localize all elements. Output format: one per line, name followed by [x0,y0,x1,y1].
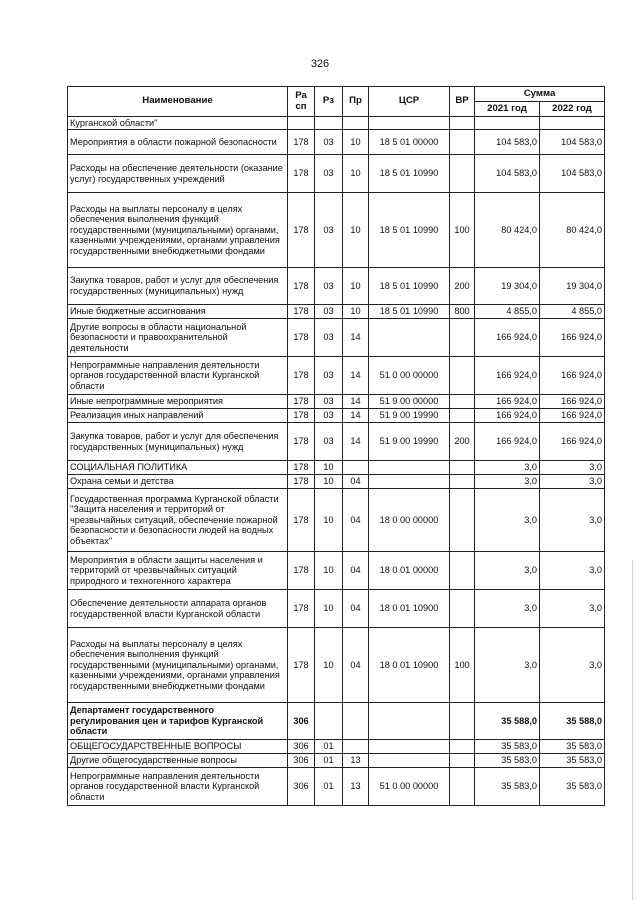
cell-rasp: 178 [288,193,315,268]
cell-pr: 13 [343,768,369,806]
cell-csr [369,740,450,754]
cell-name: Расходы на обеспечение деятельности (оказание услуг) государственных учреждений [68,155,288,193]
table-row [68,590,605,628]
cell-pr: 10 [343,155,369,193]
cell-2022: 35 583,0 [540,740,605,754]
cell-pr: 04 [343,628,369,703]
table-row [68,768,605,806]
cell-rz: 03 [315,268,343,305]
cell-vr [450,754,475,768]
cell-rasp: 178 [288,395,315,409]
cell-2022: 19 304,0 [540,268,605,305]
cell-2021 [475,117,540,130]
cell-2021: 35 583,0 [475,754,540,768]
cell-rz: 03 [315,395,343,409]
table-row [68,268,605,305]
cell-csr: 18 0 01 10900 [369,590,450,628]
table-row [68,193,605,268]
cell-2021: 104 583,0 [475,130,540,155]
table-row [68,552,605,590]
cell-csr: 18 5 01 10990 [369,155,450,193]
cell-vr [450,489,475,552]
table-row [68,395,605,409]
cell-pr: 14 [343,423,369,461]
cell-vr [450,475,475,489]
cell-rz: 03 [315,319,343,357]
cell-pr: 14 [343,357,369,395]
cell-rz: 03 [315,305,343,319]
cell-csr: 18 5 01 10990 [369,305,450,319]
cell-csr: 18 5 01 00000 [369,130,450,155]
cell-2022: 166 924,0 [540,357,605,395]
col-header-2021: 2021 год [475,102,540,117]
cell-pr: 04 [343,475,369,489]
table-row [68,628,605,703]
cell-2022: 35 583,0 [540,768,605,806]
cell-rasp: 178 [288,552,315,590]
cell-rz: 03 [315,155,343,193]
cell-vr [450,357,475,395]
cell-name: Департамент государственного регулирования цен и тарифов Курганской области [68,703,288,740]
table-row [68,703,605,740]
cell-name: Закупка товаров, работ и услуг для обеспечения государственных (муниципальных) нужд [68,423,288,461]
cell-rasp: 178 [288,628,315,703]
cell-rz: 10 [315,475,343,489]
cell-csr: 18 0 01 00000 [369,552,450,590]
cell-rz: 01 [315,740,343,754]
cell-pr: 14 [343,395,369,409]
cell-2021: 35 583,0 [475,768,540,806]
cell-2022: 166 924,0 [540,423,605,461]
cell-pr: 10 [343,268,369,305]
col-header-rz: Рз [315,87,343,117]
cell-rasp: 178 [288,268,315,305]
cell-pr: 04 [343,590,369,628]
cell-pr: 13 [343,754,369,768]
cell-csr: 18 0 01 10900 [369,628,450,703]
cell-name: Непрограммные направления деятельности органов государственной власти Курганской области [68,357,288,395]
table-row [68,305,605,319]
cell-2022: 35 583,0 [540,754,605,768]
table-row [68,740,605,754]
col-header-rasp: Ра сп [288,87,315,117]
col-header-name: Наименование [68,87,288,117]
col-header-2022: 2022 год [540,102,605,117]
cell-vr: 800 [450,305,475,319]
cell-vr [450,319,475,357]
cell-pr: 04 [343,552,369,590]
cell-2021: 166 924,0 [475,395,540,409]
cell-vr [450,703,475,740]
cell-rz: 01 [315,768,343,806]
cell-2022: 3,0 [540,590,605,628]
table-body [68,117,605,806]
cell-name: Мероприятия в области защиты населения и территорий от чрезвычайных ситуаций природного и техногенного характера [68,552,288,590]
cell-csr [369,319,450,357]
cell-pr [343,117,369,130]
page-number: 326 [310,58,330,70]
table-row [68,117,605,130]
cell-csr: 18 0 00 00000 [369,489,450,552]
cell-rz: 03 [315,409,343,423]
cell-rasp: 178 [288,130,315,155]
cell-csr: 51 9 00 19990 [369,423,450,461]
cell-pr [343,461,369,475]
cell-pr: 10 [343,193,369,268]
cell-name: Охрана семьи и детства [68,475,288,489]
table-row [68,423,605,461]
col-header-csr: ЦСР [369,87,450,117]
cell-rasp: 178 [288,319,315,357]
cell-csr [369,117,450,130]
cell-rasp: 178 [288,423,315,461]
cell-vr [450,117,475,130]
cell-vr [450,552,475,590]
cell-csr: 18 5 01 10990 [369,193,450,268]
cell-vr [450,409,475,423]
cell-pr: 14 [343,319,369,357]
cell-name: Курганской области" [68,117,288,130]
table-row [68,155,605,193]
cell-rasp: 306 [288,740,315,754]
cell-rz [315,703,343,740]
cell-rz [315,117,343,130]
cell-2021: 3,0 [475,461,540,475]
cell-2022: 104 583,0 [540,130,605,155]
cell-vr [450,768,475,806]
cell-vr: 100 [450,193,475,268]
col-header-pr: Пр [343,87,369,117]
cell-pr [343,740,369,754]
cell-vr: 200 [450,423,475,461]
cell-2021: 3,0 [475,552,540,590]
cell-2022: 3,0 [540,489,605,552]
table-row [68,489,605,552]
cell-2022: 80 424,0 [540,193,605,268]
cell-name: Иные непрограммные мероприятия [68,395,288,409]
cell-csr: 51 0 00 00000 [369,768,450,806]
cell-2022: 166 924,0 [540,395,605,409]
cell-rz: 10 [315,461,343,475]
scan-edge-line [632,560,633,900]
cell-pr: 10 [343,305,369,319]
cell-2021: 3,0 [475,489,540,552]
cell-2022: 3,0 [540,461,605,475]
cell-pr: 14 [343,409,369,423]
cell-2021: 166 924,0 [475,357,540,395]
cell-pr: 04 [343,489,369,552]
table-row [68,357,605,395]
cell-name: Расходы на выплаты персоналу в целях обеспечения выполнения функций государственными (муниципальными) органами, казенными учреждениями, органами управления государственными внебюджетными фондами [68,193,288,268]
cell-2022: 3,0 [540,475,605,489]
cell-2021: 19 304,0 [475,268,540,305]
table-row [68,319,605,357]
cell-2022: 166 924,0 [540,409,605,423]
cell-name: Другие вопросы в области национальной безопасности и правоохранительной деятельности [68,319,288,357]
cell-2022: 4 855,0 [540,305,605,319]
cell-2021: 4 855,0 [475,305,540,319]
cell-rasp [288,117,315,130]
cell-rasp: 306 [288,768,315,806]
cell-vr [450,395,475,409]
cell-name: Непрограммные направления деятельности органов государственной власти Курганской области [68,768,288,806]
cell-csr: 51 9 00 00000 [369,395,450,409]
cell-csr [369,461,450,475]
cell-rz: 03 [315,130,343,155]
cell-rasp: 178 [288,357,315,395]
cell-csr [369,475,450,489]
cell-2022: 3,0 [540,552,605,590]
cell-2021: 166 924,0 [475,319,540,357]
cell-csr: 18 5 01 10990 [369,268,450,305]
cell-vr [450,130,475,155]
cell-vr [450,590,475,628]
cell-2022: 35 588,0 [540,703,605,740]
cell-2022: 166 924,0 [540,319,605,357]
col-header-vr: ВР [450,87,475,117]
cell-rasp: 306 [288,754,315,768]
table-row [68,754,605,768]
cell-2021: 80 424,0 [475,193,540,268]
table-row [68,461,605,475]
table-row [68,130,605,155]
cell-vr: 100 [450,628,475,703]
cell-2021: 3,0 [475,590,540,628]
cell-2022 [540,117,605,130]
cell-vr [450,740,475,754]
cell-2022: 3,0 [540,628,605,703]
budget-table [67,86,605,806]
cell-2021: 166 924,0 [475,423,540,461]
cell-rasp: 178 [288,409,315,423]
cell-name: Государственная программа Курганской области "Защита населения и территорий от чрезвычайных ситуаций, обеспечение пожарной безопасности и безопасности людей на водных объектах" [68,489,288,552]
cell-rz: 10 [315,552,343,590]
col-header-sum: Сумма [475,87,605,102]
cell-csr: 51 0 00 00000 [369,357,450,395]
cell-2021: 104 583,0 [475,155,540,193]
cell-name: Закупка товаров, работ и услуг для обеспечения государственных (муниципальных) нужд [68,268,288,305]
cell-2021: 35 588,0 [475,703,540,740]
cell-vr [450,155,475,193]
cell-name: СОЦИАЛЬНАЯ ПОЛИТИКА [68,461,288,475]
cell-name: Другие общегосударственные вопросы [68,754,288,768]
cell-name: ОБЩЕГОСУДАРСТВЕННЫЕ ВОПРОСЫ [68,740,288,754]
cell-rz: 03 [315,423,343,461]
cell-name: Расходы на выплаты персоналу в целях обеспечения выполнения функций государственными (муниципальными) органами, казенными учреждениями, органами управления государственными внебюджетными фондами [68,628,288,703]
cell-rasp: 178 [288,475,315,489]
cell-name: Реализация иных направлений [68,409,288,423]
cell-pr [343,703,369,740]
cell-rasp: 178 [288,590,315,628]
cell-rasp: 178 [288,461,315,475]
cell-vr [450,461,475,475]
cell-rz: 03 [315,193,343,268]
cell-rasp: 178 [288,489,315,552]
cell-csr [369,754,450,768]
table-row [68,475,605,489]
cell-pr: 10 [343,130,369,155]
cell-csr: 51 9 00 19990 [369,409,450,423]
cell-rz: 10 [315,489,343,552]
cell-rz: 10 [315,590,343,628]
cell-rz: 03 [315,357,343,395]
cell-2021: 166 924,0 [475,409,540,423]
cell-rz: 10 [315,628,343,703]
cell-vr: 200 [450,268,475,305]
cell-name: Мероприятия в области пожарной безопасности [68,130,288,155]
cell-2022: 104 583,0 [540,155,605,193]
cell-2021: 3,0 [475,475,540,489]
cell-2021: 35 583,0 [475,740,540,754]
cell-csr [369,703,450,740]
cell-name: Обеспечение деятельности аппарата органов государственной власти Курганской области [68,590,288,628]
cell-rasp: 306 [288,703,315,740]
cell-rasp: 178 [288,155,315,193]
cell-rasp: 178 [288,305,315,319]
table-row [68,409,605,423]
cell-rz: 01 [315,754,343,768]
cell-name: Иные бюджетные ассигнования [68,305,288,319]
cell-2021: 3,0 [475,628,540,703]
